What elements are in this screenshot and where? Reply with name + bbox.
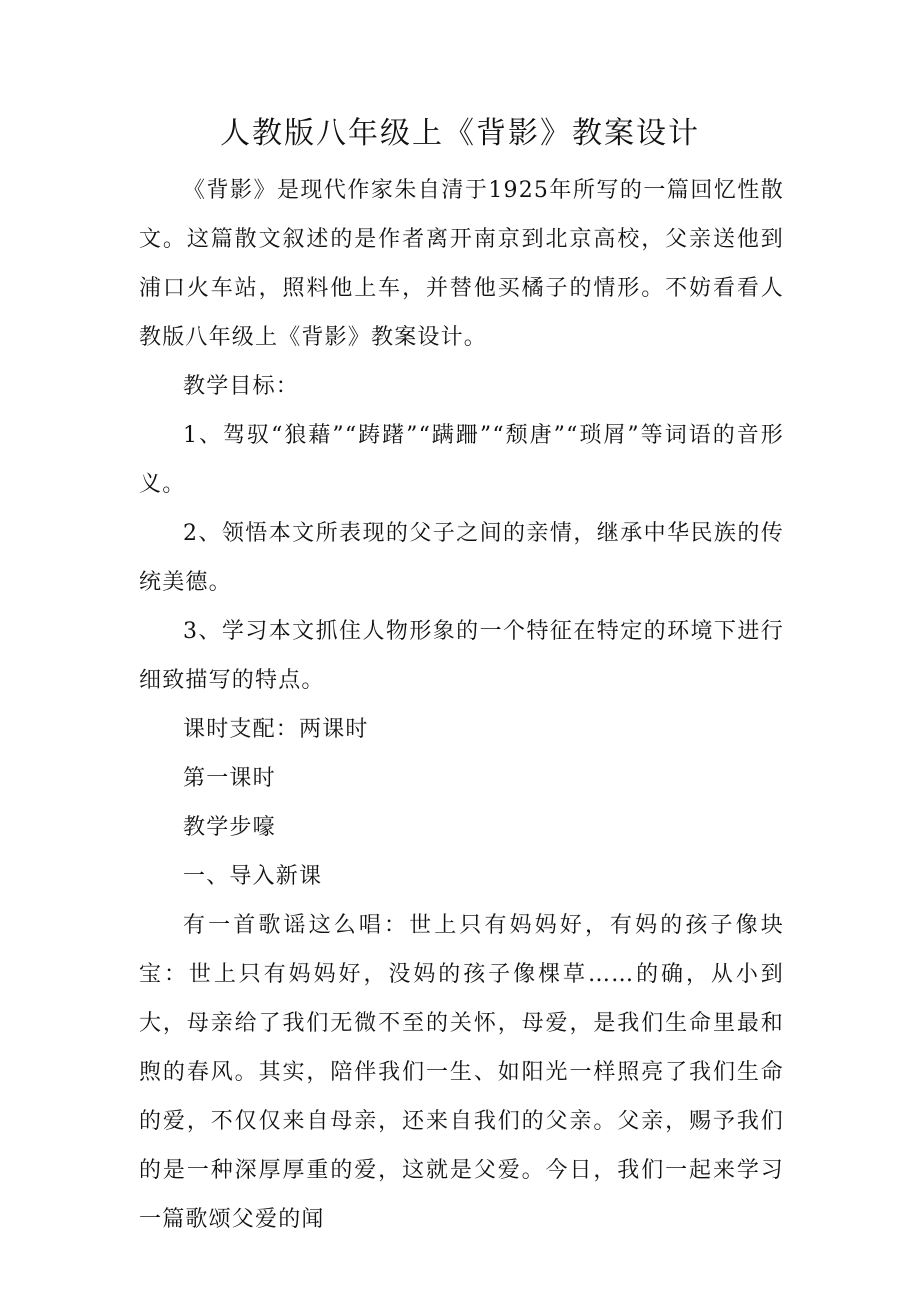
first-lesson-heading: 第一课时 — [183, 766, 276, 791]
document-title: 人教版八年级上《背影》教案设计 — [220, 116, 700, 151]
goal-item-3: 3、学习本文抓住人物形象的一个特征在特定的环境下进行细致描写的特点。 — [139, 619, 784, 693]
goal-item-1: 1、驾驭“狼藉”“踌躇”“蹒跚”“颓唐”“琐屑”等词语的音形义。 — [139, 423, 784, 497]
teaching-goals-heading: 教学目标： — [183, 374, 300, 399]
teaching-steps-heading: 教学步嚎 — [183, 815, 276, 840]
document-body — [139, 166, 784, 1244]
section-heading-intro: 一、导入新课 — [183, 864, 323, 889]
goal-item-2: 2、领悟本文所表现的父子之间的亲情，继承中华民族的传统美德。 — [139, 521, 784, 595]
schedule-line: 课时支配：两课时 — [183, 717, 369, 742]
lesson-intro-paragraph: 有一首歌谣这么唱：世上只有妈妈好，有妈的孩子像块宝：世上只有妈妈好，没妈的孩子像棵草……的确，从小到大，母亲给了我们无微不至的关怀，母爱，是我们生命里最和煦的春风。其实，陪伴我们一生、如阳光一样照亮了我们生命的爱，不仅仅来自母亲，还来自我们的父亲。父亲，赐予我们的是一种深厚厚重的爱，这就是父爱。今日，我们一起来学习一篇歌颂父爱的闻 — [139, 913, 784, 1232]
intro-paragraph: 《背影》是现代作家朱自清于1925年所写的一篇回忆性散文。这篇散文叙述的是作者离开南京到北京高校，父亲送他到浦口火车站，照料他上车，并替他买橘子的情形。不妨看看人教版八年级上《背影》教案设计。 — [139, 178, 784, 350]
